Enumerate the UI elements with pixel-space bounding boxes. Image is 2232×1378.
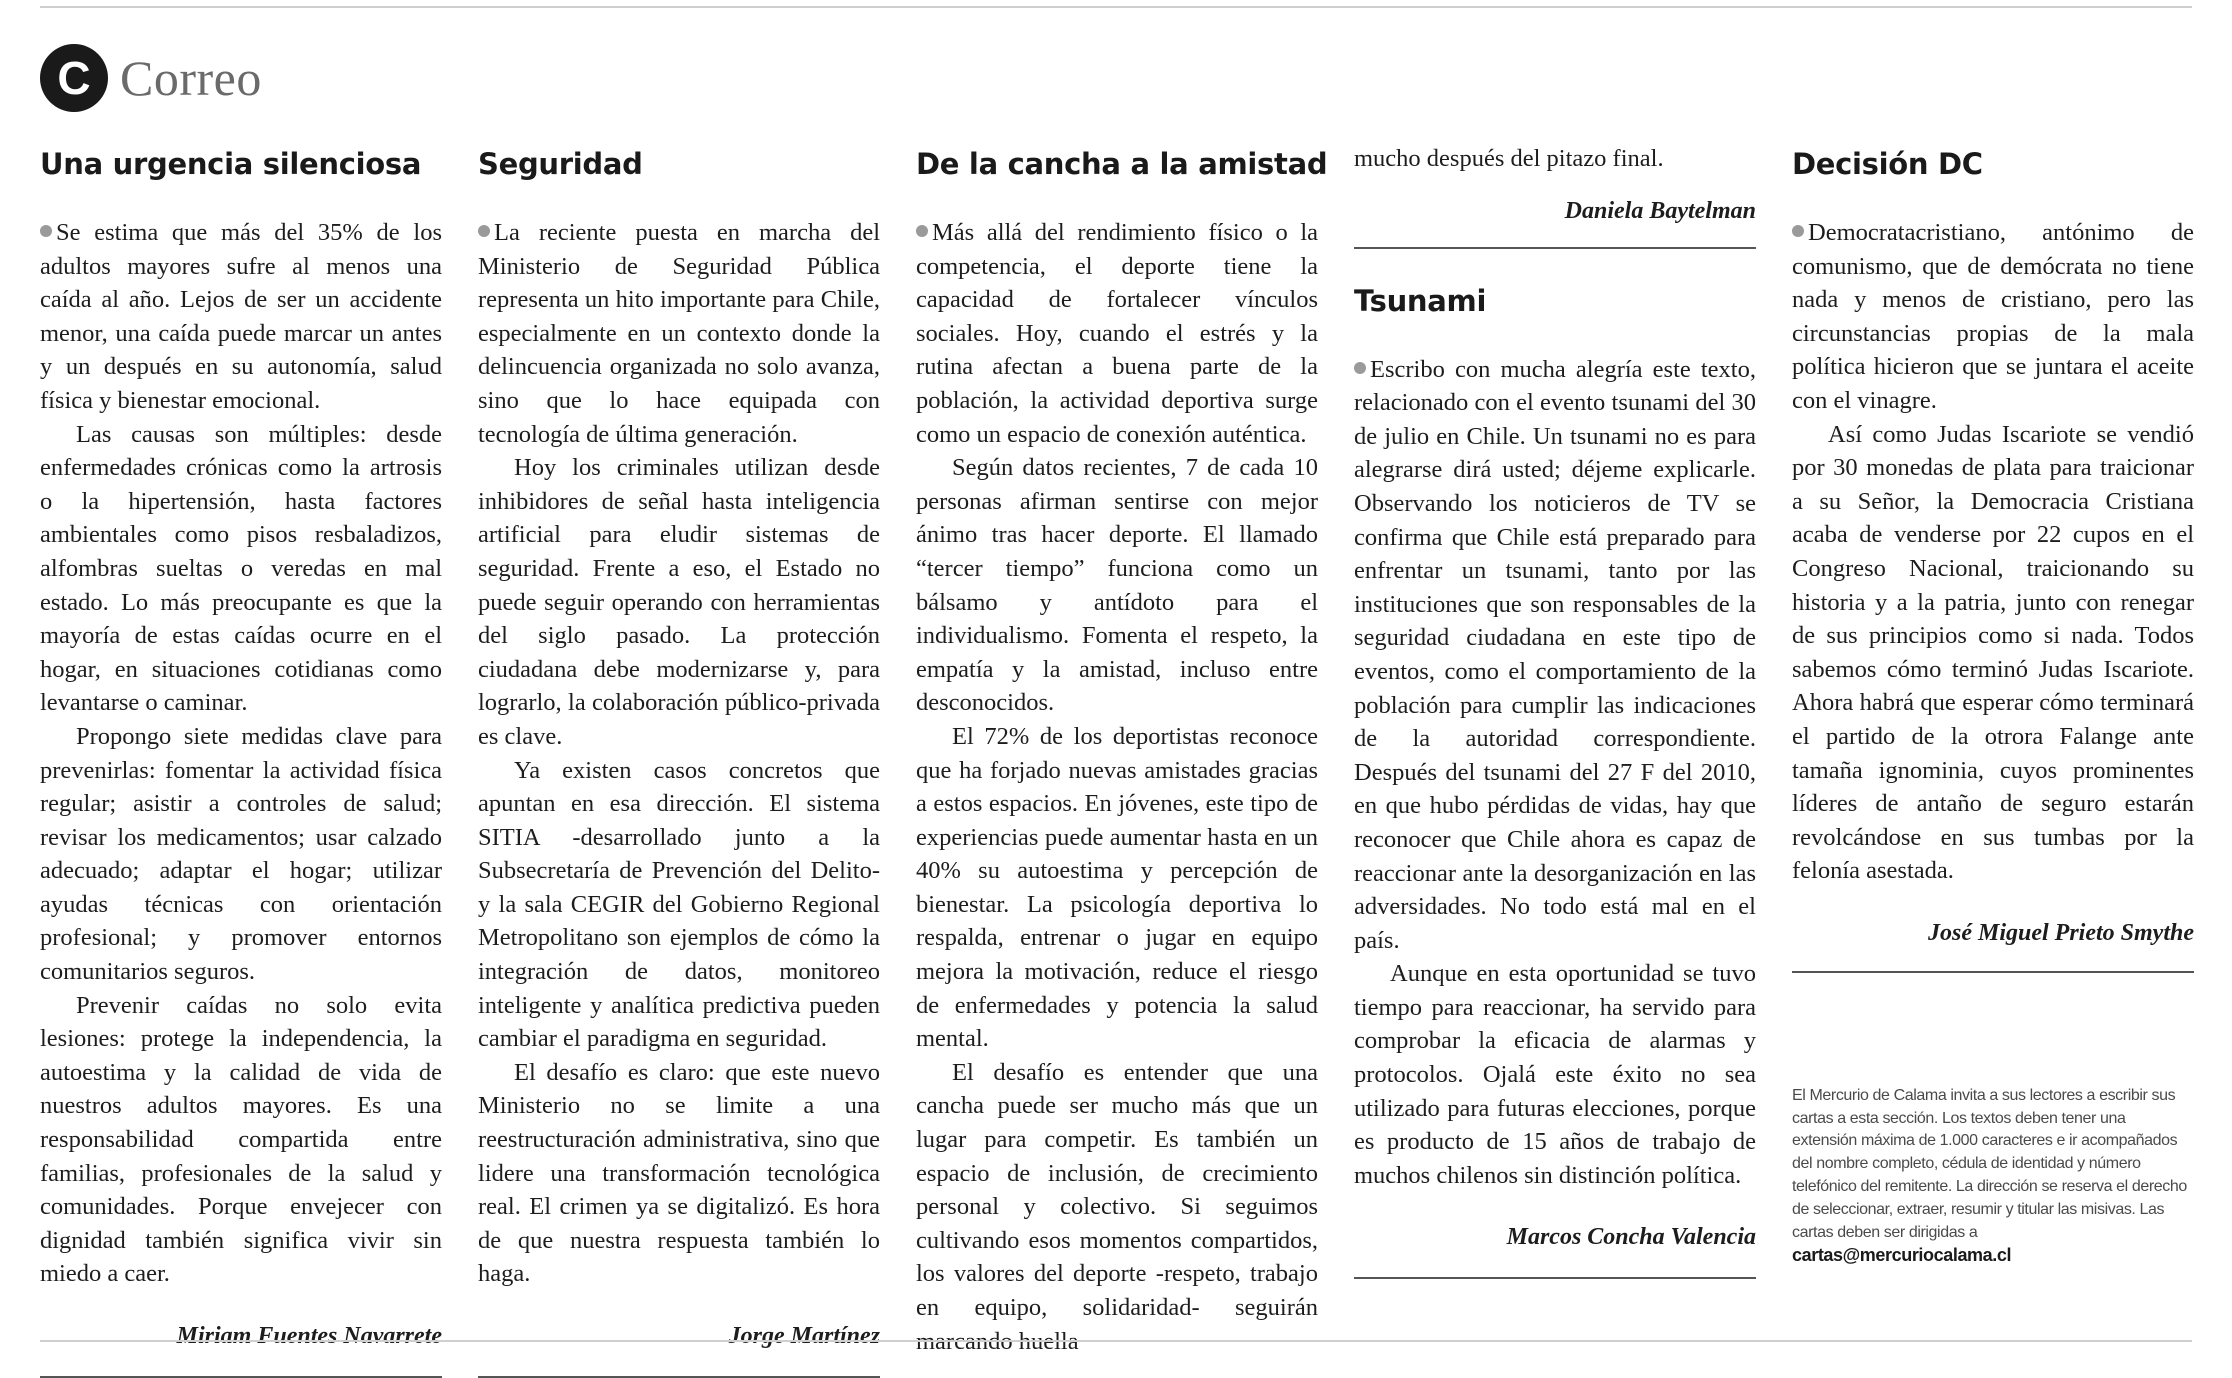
letter-paragraph: Prevenir caídas no solo evita lesiones: protege la independencia, la autoestima y la calidad de vida de nuestros adultos mayores. Es una responsabilidad compartida entre familias, profesionales de la salud y comunidades. Porque envejecer con dignidad también significa vivir sin miedo a caer. bbox=[40, 991, 442, 1288]
column-four bbox=[1354, 142, 1756, 1279]
letter-cancha bbox=[916, 142, 1328, 1358]
editorial-note-text: El Mercurio de Calama invita a sus lectores a escribir sus cartas a esta sección. Los textos deben tener una extensión máxima de 1.000 caracteres e ir acompañados del nombre completo, cédula de identidad y número telefónico del remitente. La dirección se reserva el derecho de seleccionar, extraer, resumir y titular las misivas. Las cartas deben ser dirigidas a bbox=[1792, 1086, 2187, 1241]
separator-rule bbox=[1354, 247, 1756, 249]
letter-paragraph: Ya existen casos concretos que apuntan en esa dirección. El sistema SITIA -desarrollado junto a la Subsecretaría de Prevención del Delito- y la sala CEGIR del Gobierno Regional Metropolitano son ejemplos de cómo la integración de datos, monitoreo inteligente y analítica predictiva pueden cambiar el paradigma en seguridad. bbox=[478, 756, 880, 1053]
letter-signature: Marcos Concha Valencia bbox=[1506, 1224, 1756, 1251]
letter-urgencia bbox=[40, 142, 442, 1378]
letter-continuation: mucho después del pitazo final. bbox=[1354, 145, 1664, 172]
separator-rule bbox=[1792, 971, 2194, 973]
letter-paragraph: Se estima que más del 35% de los adultos mayores sufre al menos una caída al año. Lejos de ser un accidente menor, una caída puede marcar un antes y un después en su autonomía, salud física y bienestar emocional. bbox=[40, 216, 442, 418]
section-header bbox=[40, 42, 262, 114]
letter-paragraph: Hoy los criminales utilizan desde inhibidores de señal hasta inteligencia artificial para eludir sistemas de seguridad. Frente a eso, el Estado no puede seguir operando con herramientas del siglo pasado. La protección ciudadana debe modernizarse y, para lograrlo, la colaboración público-privada es clave. bbox=[478, 454, 880, 750]
letter-signature: Jorge Martínez bbox=[728, 1323, 880, 1349]
letter-paragraph: Propongo siete medidas clave para prevenirlas: fomentar la actividad física regular; asistir a controles de salud; revisar los medicamentos; usar calzado adecuado; adaptar el hogar; utilizar ayudas técnicas con orientación profesional; y promover entornos comunitarios seguros. bbox=[40, 722, 442, 986]
letter-paragraph: Las causas son múltiples: desde enfermedades crónicas como la artrosis o la hipertensión, hasta factores ambientales como pisos resbaladizos, alfombras sueltas o veredas en mal estado. Lo más preocupante es que la mayoría de estas caídas ocurre en el hogar, en situaciones cotidianas como levantarse o caminar. bbox=[40, 420, 442, 717]
letter-decision-dc bbox=[1792, 142, 2194, 1267]
section-logo: C bbox=[40, 44, 108, 112]
letter-paragraph: Según datos recientes, 7 de cada 10 personas afirman sentirse con mejor ánimo tras hacer deporte. El llamado “tercer tiempo” funciona como un bálsamo y antídoto para el individualismo. Fomenta el respeto, la empatía y la amistad, incluso entre desconocidos. bbox=[916, 454, 1318, 717]
letter-signature: Miriam Fuentes Navarrete bbox=[176, 1323, 442, 1349]
editorial-email-link[interactable]: cartas@mercuriocalama.cl bbox=[1792, 1245, 2012, 1266]
letter-paragraph: Escribo con mucha alegría este texto, relacionado con el evento tsunami del 30 de julio en Chile. Un tsunami no es para alegrarse dirá usted; déjeme explicarle. Observando los noticieros de TV se confirma que Chile está preparado para enfrentar un tsunami, tanto por las instituciones que son responsables de la seguridad ciudadana en este tipo de eventos, como el comportamiento de la población para cumplir las indicaciones de la autoridad correspondiente. Después del tsunami del 27 F del 2010, en que hubo pérdidas de vidas, hay que reconocer que Chile ahora es capaz de reaccionar ante la desorganización en las adversidades. No todo está mal en el país. bbox=[1354, 353, 1756, 958]
letter-title: De la cancha a la amistad bbox=[916, 147, 1328, 181]
section-title: Correo bbox=[120, 50, 262, 106]
letter-seguridad bbox=[478, 142, 880, 1378]
letter-signature: José Miguel Prieto Smythe bbox=[1928, 919, 2194, 946]
letter-paragraph: La reciente puesta en marcha del Ministerio de Seguridad Pública representa un hito importante para Chile, especialmente en un contexto donde la delincuencia organizada no solo avanza, sino que lo hace equipada con tecnología de última generación. bbox=[478, 216, 880, 451]
letter-title: Una urgencia silenciosa bbox=[40, 147, 422, 181]
letter-tsunami bbox=[1354, 279, 1756, 1280]
letter-paragraph: El 72% de los deportistas reconoce que ha forjado nuevas amistades gracias a estos espacios. En jóvenes, este tipo de experiencias puede aumentar hasta en un 40% su autoestima y percepción de bienestar. La psicología deportiva lo respalda, entrenar o jugar en equipo mejora la motivación, reduce el riesgo de enfermedades y potencia la salud mental. bbox=[916, 722, 1318, 1053]
letter-paragraph: El desafío es claro: que este nuevo Ministerio no se limite a una reestructuración administrativa, sino que lidere una transformación tecnológica real. El crimen ya se digitalizó. Es hora de que nuestra respuesta también lo haga. bbox=[478, 1058, 880, 1288]
bottom-rule bbox=[40, 1340, 2192, 1342]
letter-title: Tsunami bbox=[1354, 283, 1487, 318]
letter-paragraph: Más allá del rendimiento físico o la competencia, el deporte tiene la capacidad de fortalecer vínculos sociales. Hoy, cuando el estrés y la rutina afectan a buena parte de la población, la actividad deportiva surge como un espacio de conexión auténtica. bbox=[916, 216, 1318, 451]
letter-title: Seguridad bbox=[478, 147, 643, 181]
letter-paragraph: Así como Judas Iscariote se vendió por 30 monedas de plata para traicionar a su Señor, la Democracia Cristiana acaba de venderse por 22 cupos en el Congreso Nacional, traicionando su historia y a la patria, junto con renegar de sus principios como si nada. Todos sabemos cómo terminó Judas Iscariote. Ahora habrá que esperar cómo terminará el partido de la otrora Falange ante tamaña ignominia, cuyos prominentes líderes de antaño de seguro estarán revolcándose en sus tumbas por la felonía asestada. bbox=[1792, 420, 2194, 885]
letter-signature: Daniela Baytelman bbox=[1564, 197, 1756, 224]
editorial-note bbox=[1792, 1085, 2194, 1267]
letter-paragraph: Democratacristiano, antónimo de comunismo, que de demócrata no tiene nada y menos de cristiano, pero las circunstancias propias de la mala política hicieron que se juntara el aceite con el vinagre. bbox=[1792, 216, 2194, 418]
letter-paragraph: Aunque en esta oportunidad se tuvo tiempo para reaccionar, ha servido para comprobar la eficacia de alarmas y protocolos. Ojalá este éxito no sea utilizado para futuras elecciones, porque es producto de 15 años de trabajo de muchos chilenos sin distinción política. bbox=[1354, 960, 1756, 1189]
letter-title: Decisión DC bbox=[1792, 147, 1983, 181]
separator-rule bbox=[1354, 1277, 1756, 1279]
letter-paragraph: El desafío es entender que una cancha puede ser mucho más que un lugar para competir. Es también un espacio de inclusión, de crecimiento personal y colectivo. Si seguimos cultivando esos momentos compartidos, los valores del deporte -respeto, trabajo en equipo, solidaridad- seguirán marcando huella bbox=[916, 1058, 1318, 1355]
top-rule bbox=[40, 6, 2192, 8]
